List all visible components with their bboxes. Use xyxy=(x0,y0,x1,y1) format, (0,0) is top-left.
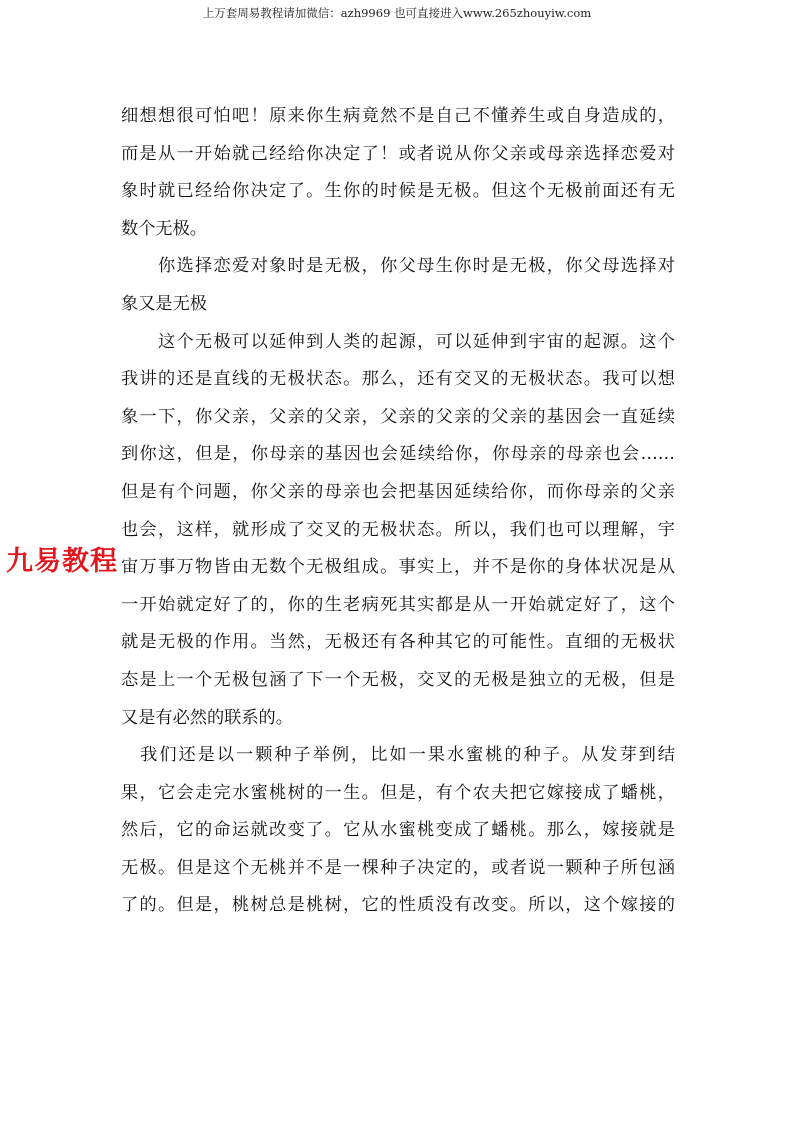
document-body xyxy=(121,102,675,929)
text-line: 就是无极的作用。当然，无极还有各种其它的可能性。直细的无极状 xyxy=(121,632,675,653)
text-line: 数个无极。 xyxy=(121,218,207,239)
text-line: 我讲的还是直线的无极状态。那么，还有交叉的无极状态。我可以想 xyxy=(121,369,675,390)
watermark-logo: 九易教程 xyxy=(6,546,118,577)
page-header-promo: 上万套周易教程请加微信：azh9969 也可直接进入www.265zhouyiw.com xyxy=(202,6,592,20)
text-line: 但是有个问题，你父亲的母亲也会把基因延续给你，而你母亲的父亲 xyxy=(121,481,675,502)
text-line: 象又是无极 xyxy=(121,293,207,314)
text-line: 象时就已经给你决定了。生你的时候是无极。但这个无极前面还有无 xyxy=(121,181,675,202)
text-line: 象一下，你父亲，父亲的父亲，父亲的父亲的父亲的基因会一直延续 xyxy=(121,406,675,427)
text-line: 果，它会走完水蜜桃树的一生。但是，有个农夫把它嫁接成了蟠桃， xyxy=(121,782,675,803)
text-line: 到你这，但是，你母亲的基因也会延续给你，你母亲的母亲也会…… xyxy=(121,444,675,465)
text-line: 这个无极可以延伸到人类的起源，可以延伸到宇宙的起源。这个 xyxy=(121,331,675,352)
text-line: 也会，这样，就形成了交叉的无极状态。所以，我们也可以理解，宇 xyxy=(121,519,675,540)
text-line: 我们还是以一颗种子举例，比如一果水蜜桃的种子。从发芽到结 xyxy=(121,745,675,766)
text-line: 又是有必然的联系的。 xyxy=(121,707,293,728)
text-line: 然后，它的命运就改变了。它从水蜜桃变成了蟠桃。那么，嫁接就是 xyxy=(121,820,675,841)
text-line: 细想想很可怕吧！原来你生病竟然不是自己不懂养生或自身造成的， xyxy=(121,106,675,126)
text-line: 无极。但是这个无桃并不是一棵种子决定的，或者说一颗种子所包涵 xyxy=(121,857,675,878)
text-line: 宙万事万物皆由无数个无极组成。事实上，并不是你的身体状况是从 xyxy=(121,557,675,578)
text-line: 态是上一个无极包涵了下一个无极，交叉的无极是独立的无极，但是 xyxy=(121,669,675,690)
text-line: 而是从一开始就己经给你决定了！或者说从你父亲或母亲选择恋爱对 xyxy=(121,143,675,164)
text-line: 一开始就定好了的，你的生老病死其实都是从一开始就定好了，这个 xyxy=(121,594,675,615)
text-line: 你选择恋爱对象时是无极，你父母生你时是无极，你父母选择对 xyxy=(121,256,675,277)
text-line: 了的。但是，桃树总是桃树，它的性质没有改变。所以，这个嫁接的 xyxy=(121,895,675,916)
